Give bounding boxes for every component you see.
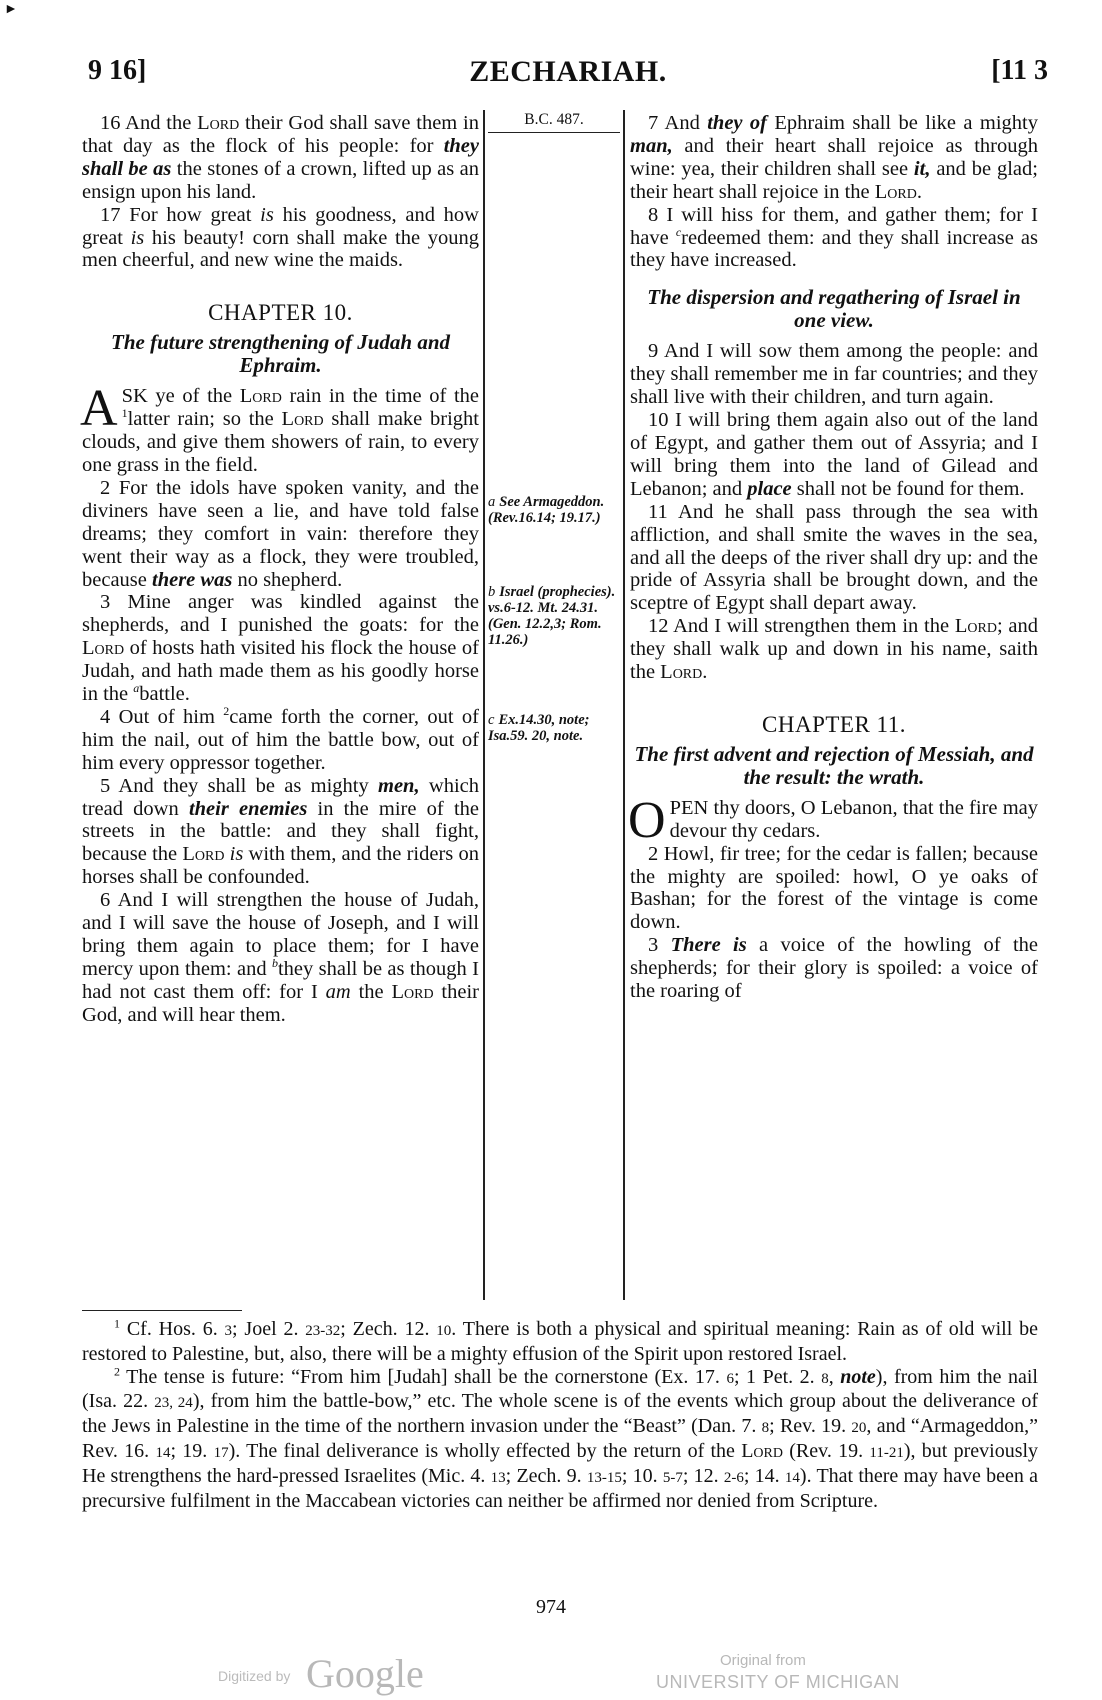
margin-note-a: a See Armageddon. (Rev.16.14; 19.17.) — [488, 494, 605, 526]
university-label: UNIVERSITY OF MICHIGAN — [656, 1672, 900, 1692]
margin-ref-b: b — [271, 956, 278, 971]
page-number: 974 — [536, 1596, 566, 1618]
chapter-11-heading: CHAPTER 11. — [762, 711, 906, 737]
margin-date: B.C. 487. — [488, 112, 620, 133]
verse-11-1: OPEN thy doors, O Lebanon, that the fire may devour thy cedars. — [628, 791, 1038, 849]
google-logo: Google — [306, 1651, 424, 1696]
verse-10-1: ASK ye of the Lord rain in the time of the $^1$latter rain; so the Lord shall make bright clouds, and give them showers of rain, to every one grass in the field. — [80, 380, 479, 476]
drop-cap: O — [628, 791, 666, 849]
verse-9-17: 17 For how great is his goodness, and how great is his beauty! corn shall make the young men cheerful, and new wine the maids. — [82, 203, 479, 272]
verse-11-2: 2 Howl, fir tree; for the cedar is fallen; because the mighty are spoiled: howl, O ye oaks of Bashan; for the forest of the vintage is come down. — [630, 842, 1038, 934]
footnote-1: $^1$ Cf. Hos. 6. 3; Joel 2. 23-32; Zech. 12. 10. There is both a physical and spiritual meaning: Rain as of old will be restored to Palestine, but, also, there will be a mighty effusion of the Spirit upon restored Israel. — [82, 1316, 1038, 1365]
drop-cap: A — [80, 380, 118, 438]
original-from-label: Original from — [720, 1652, 806, 1669]
digitized-by-label: Digitized by — [218, 1668, 291, 1684]
chapter-10-subheading: The future strengthening of Judah and Ephraim. — [111, 330, 450, 378]
verse-10-2: 2 For the idols have spoken vanity, and the diviners have seen a lie, and have told false dreams; they comfort in vain: therefore they went their way as a flock, they were troubled, because there was no shepherd. — [82, 476, 479, 591]
header-left-reference: 9 16] — [88, 55, 147, 86]
footnote-2: $^2$ The tense is future: “From him [Judah] shall be the cornerstone (Ex. 17. 6; 1 Pet. 2. 8, note), from him the nail (Isa. 22. 23, 24), from him the battle-bow,” etc. The whole scene is of the events which group about the deliverance of the Jews in Palestine in the time of the northern invasion under the “Beast” (Dan. 7. 8; Rev. 19. 20, and “Armageddon,” Rev. 16. 14; 19. 17). The final deliverance is wholly effected by the return of the Lord (Rev. 19. 11-21), but previously He strengthens the hard-pressed Israelites (Mic. 4. 13; Zech. 9. 13-15; 10. 5-7; 12. 2-6; 14. 14). That there may have been a precursive fulfilment in the Maccabean victories can neither be affirmed nor denied from Scripture. — [82, 1363, 1039, 1512]
verse-10-7: 7 And they of Ephraim shall be like a mighty man, and their heart shall rejoice as through wine: yea, their children shall see it, and be glad; their heart shall rejoice in the Lord. — [630, 112, 1038, 203]
footnote-rule — [82, 1310, 242, 1311]
footnote-ref-1: 1 — [121, 406, 128, 421]
verse-10-9: 9 And I will sow them among the people: and they shall remember me in far countries; and they shall live with their children, and turn again. — [630, 340, 1038, 409]
verse-10-10: 10 I will bring them again also out of the land of Egypt, and gather them out of Assyria; and I will bring them into the land of Gilead and Lebanon; and place shall not be found for them. — [630, 409, 1038, 500]
verse-11-3: 3 There is a voice of the howling of the shepherds; for their glory is spoiled: a voice of the roaring of — [630, 934, 1038, 1003]
margin-ref-c: c — [675, 224, 682, 239]
chapter-10-heading: CHAPTER 10. — [208, 300, 353, 326]
margin-ref-a: a — [133, 681, 140, 696]
header-right-reference: [11 3 — [991, 55, 1048, 86]
column-divider-left — [483, 110, 485, 1300]
header-book-title: ZECHARIAH. — [469, 55, 667, 88]
left-text-column — [82, 112, 479, 1027]
verse-10-4: 4 Out of him $^2$came forth the corner, out of him the nail, out of him the battle bow, out of him every oppressor together. — [82, 704, 479, 774]
margin-note-b: b Israel (prophecies). vs.6-12. Mt. 24.31. (Gen. 12.2,3; Rom. 11.26.) — [488, 584, 616, 648]
margin-note-c: c Ex.14.30, note; Isa.59. 20, note. — [488, 712, 590, 744]
verse-9-16: 16 And the Lord their God shall save them in that day as the flock of his people: for they shall be as the stones of a crown, lifted up as an ensign upon his land. — [82, 112, 480, 203]
verse-10-3: 3 Mine anger was kindled against the shepherds, and I punished the goats: for the Lord of hosts hath visited his flock the house of Judah, and hath made them as his goodly horse in the $^a$battle. — [82, 591, 479, 706]
verse-10-11: 11 And he shall pass through the sea with affliction, and shall smite the waves in the sea, and all the deeps of the river shall dry up: and the pride of Assyria shall be brought down, and the sceptre of Egypt shall depart away. — [630, 500, 1038, 615]
verse-10-8: 8 I will hiss for them, and gather them; for I have $^c$redeemed them: and they shall increase as they have increased. — [630, 203, 1038, 272]
verse-10-12: 12 And I will strengthen them in the Lord; and they shall walk up and down in his name, saith the Lord. — [630, 615, 1039, 684]
verse-10-5: 5 And they shall be as mighty men, which tread down their enemies in the mire of the streets in the battle: and they shall fight, because the Lord is with them, and the riders on horses shall be confounded. — [82, 774, 480, 889]
section-heading-dispersion: The dispersion and regathering of Israel in one view. — [647, 285, 1021, 333]
footnote-ref-2: 2 — [223, 704, 230, 719]
running-header — [88, 55, 1048, 95]
right-text-column — [630, 112, 1038, 1003]
footnotes — [82, 1318, 1038, 1512]
verse-10-6: 6 And I will strengthen the house of Judah, and I will save the house of Joseph, and I will bring them again to place them; for I have mercy upon them: and $^b$they shall be as though I had not cast them off: for I am the Lord their God, and will hear them. — [82, 889, 479, 1026]
chapter-11-subheading: The first advent and rejection of Messiah, and the result: the wrath. — [634, 741, 1034, 789]
center-reference-margin — [488, 111, 620, 744]
column-divider-right — [623, 110, 625, 1300]
corner-mark: ► — [4, 2, 18, 17]
